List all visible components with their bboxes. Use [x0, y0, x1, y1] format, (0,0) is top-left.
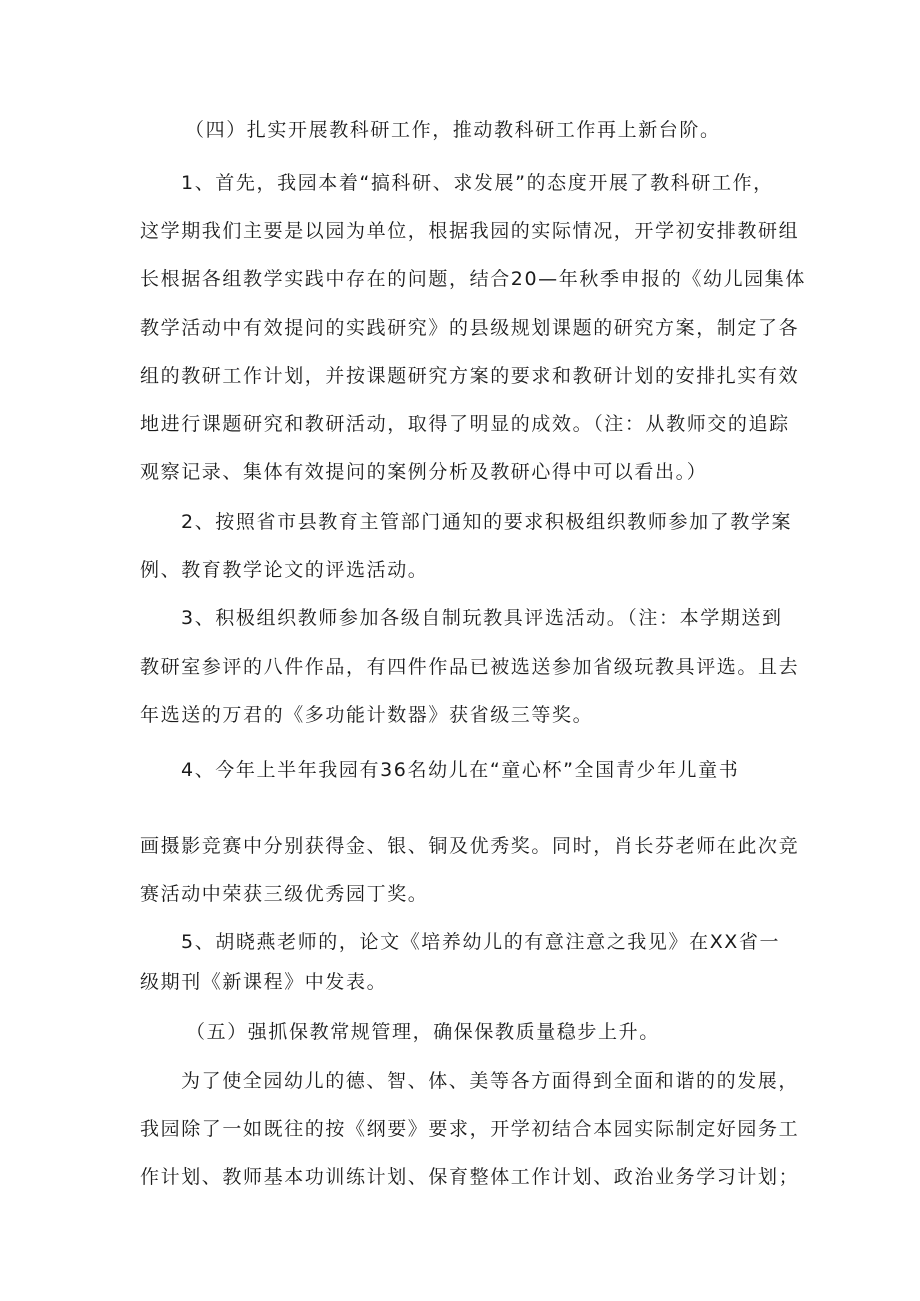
paragraph-line: 长根据各组教学实践中存在的问题，结合20—年秋季申报的《幼儿园集体	[140, 268, 806, 290]
paragraph-line: 1、首先，我园本着“搞科研、求发展”的态度开展了教科研工作，	[181, 172, 774, 194]
paragraph-line: 教研室参评的八件作品，有四件作品已被选送参加省级玩教具评选。且去	[140, 656, 800, 678]
paragraph-line: 这学期我们主要是以园为单位，根据我园的实际情况，开学初安排教研组	[140, 220, 800, 242]
paragraph-line: 作计划、教师基本功训练计划、保育整体工作计划、政治业务学习计划；	[140, 1166, 800, 1188]
paragraph-line: 5、胡晓燕老师的，论文《培养幼儿的有意注意之我见》在XX省一	[181, 931, 781, 953]
section-heading-4: （四）扎实开展教科研工作，推动教科研工作再上新台阶。	[185, 119, 721, 141]
paragraph-line: 为了使全园幼儿的德、智、体、美等各方面得到全面和谐的的发展，	[181, 1070, 800, 1092]
paragraph-line: 4、今年上半年我园有36名幼儿在“童心杯”全国青少年儿童书	[181, 759, 740, 781]
paragraph-line: 画摄影竞赛中分别获得金、银、铜及优秀奖。同时，肖长芬老师在此次竞	[140, 835, 800, 857]
paragraph-line: 年选送的万君的《多功能计数器》获省级三等奖。	[140, 704, 594, 726]
paragraph-line: 例、教育教学论文的评选活动。	[140, 559, 429, 581]
paragraph-line: 我园除了一如既往的按《纲要》要求，开学初结合本园实际制定好园务工	[140, 1118, 800, 1140]
paragraph-line: 地进行课题研究和教研活动，取得了明显的成效。（注：从教师交的追踪	[140, 413, 790, 435]
paragraph-line: 教学活动中有效提问的实践研究》的县级规划课题的研究方案，制定了各	[140, 317, 800, 339]
paragraph-line: 级期刊《新课程》中发表。	[140, 971, 388, 993]
paragraph-line: 观察记录、集体有效提问的案例分析及教研心得中可以看出。）	[140, 461, 708, 483]
paragraph-line: 2、按照省市县教育主管部门通知的要求积极组织教师参加了教学案	[181, 511, 793, 533]
section-heading-5: （五）强抓保教常规管理，确保保教质量稳步上升。	[186, 1021, 660, 1043]
paragraph-line: 3、积极组织教师参加各级自制玩教具评选活动。（注：本学期送到	[181, 607, 783, 629]
paragraph-line: 组的教研工作计划，并按课题研究方案的要求和教研计划的安排扎实有效	[140, 365, 800, 387]
paragraph-line: 赛活动中荣获三级优秀园丁奖。	[140, 883, 429, 905]
